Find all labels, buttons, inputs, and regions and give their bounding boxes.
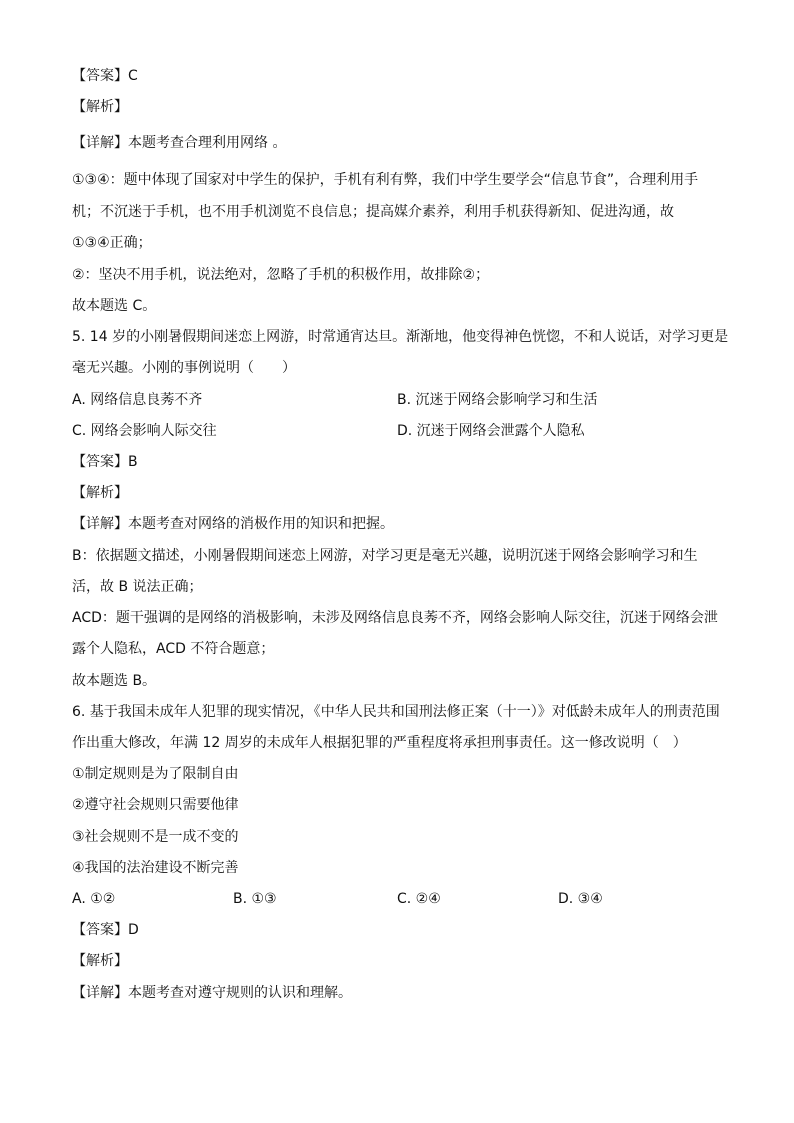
q5-option-c: C. 网络会影响人际交往 xyxy=(72,423,217,439)
detail-text: 本题考查对网络的消极作用的知识和把握。 xyxy=(128,516,394,532)
q5-stem-line: 毫无兴趣。小刚的事例说明（ ） xyxy=(72,360,296,376)
q5-detail-line: B：依据题文描述，小刚暑假期间迷恋上网游，对学习更是毫无兴趣，说明沉迷于网络会影响学习和生 xyxy=(72,548,698,564)
q4-answer xyxy=(72,66,138,86)
q5-answer xyxy=(72,452,138,472)
q6-option-a: A. ①② xyxy=(72,891,116,907)
answer-value: B xyxy=(128,454,138,470)
q4-analysis-tag: 【解析】 xyxy=(72,99,128,115)
q6-stem-line: 作出重大修改，年满 12 周岁的未成年人根据犯罪的严重程度将承担刑事责任。这一修改说明（ ） xyxy=(72,735,687,751)
q6-detail xyxy=(72,983,352,1003)
q4-detail xyxy=(72,133,286,153)
detail-text: 本题考查合理利用网络 。 xyxy=(128,135,287,151)
q5-analysis-tag: 【解析】 xyxy=(72,485,128,501)
q6-statement: ②遵守社会规则只需要他律 xyxy=(72,797,239,813)
q4-detail-line: ②：坚决不用手机，说法绝对，忽略了手机的积极作用，故排除②； xyxy=(72,267,490,283)
q6-statement: ③社会规则不是一成不变的 xyxy=(72,829,239,845)
q5-option-d: D. 沉迷于网络会泄露个人隐私 xyxy=(397,423,585,439)
q4-detail-line: ①③④正确； xyxy=(72,235,152,251)
q6-option-d: D. ③④ xyxy=(558,891,603,907)
q5-detail xyxy=(72,514,394,534)
answer-tag: 【答案】 xyxy=(72,68,128,84)
answer-tag: 【答案】 xyxy=(72,454,128,470)
q4-detail-line: 机；不沉迷于手机，也不用手机浏览不良信息；提高媒介素养，利用手机获得新知、促进沟通，故 xyxy=(72,204,674,220)
q5-option-b: B. 沉迷于网络会影响学习和生活 xyxy=(397,392,598,408)
q5-detail-line: ACD：题干强调的是网络的消极影响，未涉及网络信息良莠不齐，网络会影响人际交往，沉迷于网络会泄 xyxy=(72,610,718,626)
q4-detail-line: ①③④：题中体现了国家对中学生的保护，手机有利有弊，我们中学生要学会“信息节食”，合理利用手 xyxy=(72,172,699,188)
q5-detail-line: 活，故 B 说法正确； xyxy=(72,579,203,595)
q6-option-c: C. ②④ xyxy=(397,891,441,907)
q5-detail-line: 露个人隐私，ACD 不符合题意； xyxy=(72,641,275,657)
q6-stem-line: 6. 基于我国未成年人犯罪的现实情况，《中华人民共和国刑法修正案（十一）》对低龄未成年人的刑责范围 xyxy=(72,704,720,720)
q6-analysis-tag: 【解析】 xyxy=(72,953,128,969)
answer-value: D xyxy=(128,922,139,938)
detail-tag: 【详解】 xyxy=(72,985,128,1001)
detail-text: 本题考查对遵守规则的认识和理解。 xyxy=(128,985,352,1001)
q4-detail-line: 故本题选 C。 xyxy=(72,298,157,314)
q5-stem-line: 5. 14 岁的小刚暑假期间迷恋上网游，时常通宵达旦。渐渐地，他变得神色恍惚，不和人说话，对学习更是 xyxy=(72,329,729,345)
q6-answer xyxy=(72,920,139,940)
q6-statement: ①制定规则是为了限制自由 xyxy=(72,766,239,782)
q5-detail-line: 故本题选 B。 xyxy=(72,673,157,689)
q6-option-b: B. ①③ xyxy=(233,891,277,907)
detail-tag: 【详解】 xyxy=(72,135,128,151)
answer-tag: 【答案】 xyxy=(72,922,128,938)
answer-value: C xyxy=(128,68,138,84)
q5-option-a: A. 网络信息良莠不齐 xyxy=(72,392,203,408)
detail-tag: 【详解】 xyxy=(72,516,128,532)
q6-statement: ④我国的法治建设不断完善 xyxy=(72,860,239,876)
